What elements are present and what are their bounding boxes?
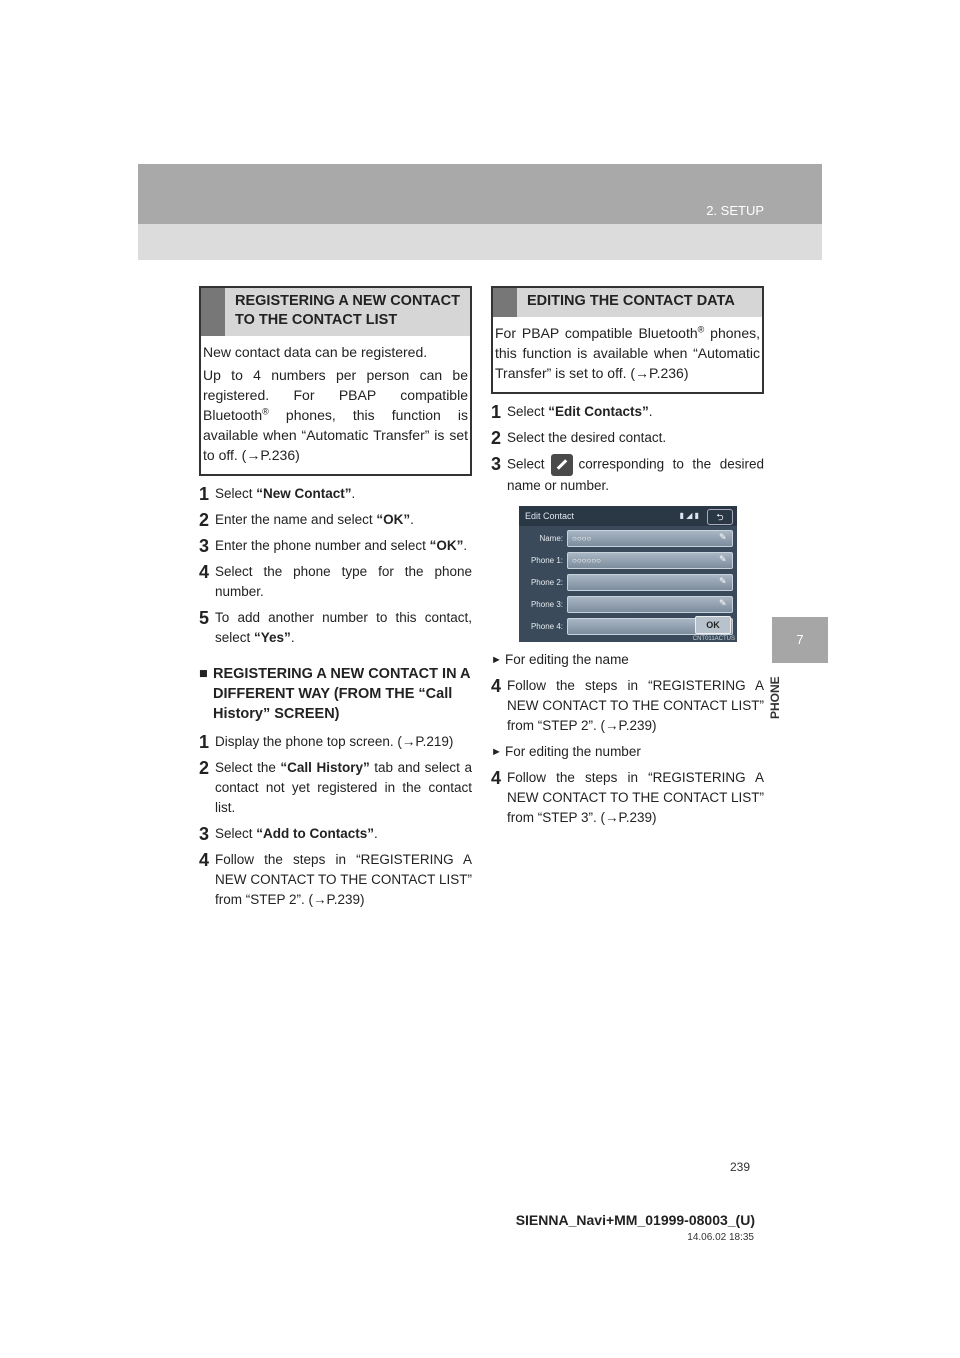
chapter-label: PHONE [768, 676, 782, 720]
ui-label: “OK” [429, 538, 464, 553]
screen-row[interactable] [519, 551, 733, 570]
step-number: 4 [491, 676, 502, 696]
step-item [491, 768, 764, 828]
arrow-note [491, 742, 764, 762]
step-item [199, 510, 472, 530]
row-label: Phone 3: [530, 600, 563, 609]
step-item [199, 562, 472, 602]
text-span: phones, this function is available when “Automatic Transfer” is set to off. (→P.236) [495, 325, 760, 381]
edit-contact-screenshot [519, 506, 737, 642]
text-span: Select the phone type for the phone number. [215, 564, 472, 599]
step-number: 4 [199, 562, 210, 582]
screen-row[interactable] [519, 573, 733, 592]
edit-pencil-icon[interactable]: ✎ [719, 598, 727, 608]
box-paragraph [203, 365, 468, 465]
edit-pencil-icon[interactable]: ✎ [719, 576, 727, 586]
ui-label: “Call History” [280, 760, 370, 775]
ok-button[interactable]: OK [695, 616, 731, 634]
row-field[interactable] [567, 596, 733, 613]
text-span: Select the [215, 760, 281, 775]
row-field[interactable] [567, 530, 733, 547]
step-number: 1 [199, 484, 210, 504]
row-label: Name: [539, 534, 563, 543]
info-box-edit [491, 286, 764, 394]
registered-mark: ® [697, 324, 705, 335]
image-code: CNT011ACTUS [692, 636, 735, 642]
step-text [215, 732, 472, 752]
row-value: ○○○○○○ [572, 556, 601, 565]
steps-list [199, 484, 472, 648]
step-item [199, 536, 472, 556]
step-text [215, 484, 472, 504]
step-text [215, 510, 472, 530]
ui-label: “Edit Contacts” [548, 404, 649, 419]
step-item [199, 608, 472, 648]
ui-label: “OK” [376, 512, 411, 527]
row-field[interactable] [567, 574, 733, 591]
right-column [491, 286, 764, 834]
square-bullet-icon: ■ [199, 666, 208, 682]
ui-label: “New Contact” [256, 486, 352, 501]
step-number: 2 [199, 758, 210, 778]
registered-mark: ® [262, 406, 269, 417]
arrow-note [491, 650, 764, 670]
ui-label: “Add to Contacts” [256, 826, 375, 841]
step-text [215, 536, 472, 556]
footer-date: 14.06.02 18:35 [687, 1232, 754, 1243]
arrow-note-text: For editing the number [505, 744, 641, 759]
footer-doc-id: SIENNA_Navi+MM_01999-08003_(U) [515, 1212, 755, 1228]
step-text [215, 608, 472, 648]
steps-list-2 [199, 732, 472, 910]
screen-header [519, 506, 737, 526]
step-number: 2 [199, 510, 210, 530]
box-header-bar [201, 288, 225, 336]
step-number: 3 [199, 536, 210, 556]
step-item [199, 484, 472, 504]
arrow-note-text: For editing the name [505, 652, 629, 667]
triangle-bullet-icon: ► [491, 654, 502, 666]
header-subband [138, 224, 822, 260]
box-body [493, 317, 762, 392]
edit-pencil-icon[interactable]: ✎ [719, 554, 727, 564]
step-number: 1 [491, 402, 502, 422]
text-span: Up to 4 numbers per person can be registered. For PBAP compatible Bluetooth [203, 367, 468, 423]
step-item [199, 850, 472, 910]
back-button[interactable]: ⮌ [707, 509, 733, 525]
text-span: . [374, 826, 378, 841]
row-field[interactable] [567, 552, 733, 569]
box-header [493, 288, 762, 317]
step-number: 3 [199, 824, 210, 844]
box-title: EDITING THE CONTACT DATA [527, 293, 735, 309]
text-span: . [463, 538, 468, 553]
header-band [138, 164, 822, 224]
row-label: Phone 2: [530, 578, 563, 587]
subsection-heading [199, 664, 472, 724]
box-header-bar [493, 288, 517, 317]
edit-pencil-icon[interactable]: ✎ [719, 532, 727, 542]
step-number: 3 [491, 454, 502, 474]
step-text [215, 824, 472, 844]
text-span: . [351, 486, 356, 501]
step-number: 5 [199, 608, 210, 628]
step-text [215, 562, 472, 602]
step-text: Follow the steps in “REGISTERING A NEW CONTACT TO THE CONTACT LIST” from “STEP 2”. (→P.239) [507, 678, 764, 733]
box-body [201, 336, 470, 474]
section-title: 2. SETUP [706, 203, 764, 218]
screen-row[interactable] [519, 529, 733, 548]
page-number: 239 [730, 1160, 751, 1174]
step-number: 1 [199, 732, 210, 752]
text-span: Enter the phone number and select [215, 538, 430, 553]
text-span: Display the phone top screen. (→P.219) [215, 734, 454, 749]
text-span: Select [215, 826, 257, 841]
step-number: 4 [199, 850, 210, 870]
step-item [491, 428, 764, 448]
step-item [199, 758, 472, 818]
left-column [199, 286, 472, 916]
triangle-bullet-icon: ► [491, 746, 502, 758]
text-span: . [648, 404, 653, 419]
text-span: For PBAP compatible Bluetooth [495, 325, 698, 341]
step-item [491, 676, 764, 736]
box-paragraph: New contact data can be registered. [203, 344, 428, 360]
text-span: tab and select a contact not yet registered in the contact list. [215, 760, 472, 815]
step-text [507, 454, 764, 496]
screen-row[interactable] [519, 595, 733, 614]
text-span: Follow the steps in “REGISTERING A NEW CONTACT TO THE CONTACT LIST” from “STEP 2”. (→P.239) [215, 852, 472, 907]
step-item [199, 732, 472, 752]
row-value: ○○○○ [572, 534, 592, 543]
step-item [491, 454, 764, 496]
row-label: Phone 1: [530, 556, 563, 565]
screen-title: Edit Contact [525, 511, 575, 521]
text-span: Select [507, 456, 545, 472]
step-number: 4 [491, 768, 502, 788]
text-span: To add another number to this contact, select [215, 610, 472, 645]
text-span: Select [507, 404, 549, 419]
step-item [491, 402, 764, 422]
edit-steps [491, 402, 764, 496]
subsection-title: REGISTERING A NEW CONTACT IN A DIFFERENT WAY (FROM THE “Call History” SCREEN) [213, 666, 470, 722]
ui-label: “Yes” [254, 630, 291, 645]
text-span: . [410, 512, 414, 527]
text-span: . [290, 630, 295, 645]
text-span: corresponding to the desired name or number. [507, 456, 764, 493]
box-paragraph [495, 323, 760, 383]
pencil-icon [551, 454, 573, 476]
step-text [215, 758, 472, 818]
step-number: 2 [491, 428, 502, 448]
signal-status-icon: ▮ ◢ ▮ [679, 511, 699, 520]
step-text [507, 402, 764, 422]
step-text: Select the desired contact. [507, 430, 667, 445]
box-header [201, 288, 470, 336]
text-span: phones, this function is available when “Automatic Transfer” is set to off. (→P.236) [203, 407, 468, 463]
step-text: Follow the steps in “REGISTERING A NEW CONTACT TO THE CONTACT LIST” from “STEP 3”. (→P.239) [507, 770, 764, 825]
text-span: Enter the name and select [215, 512, 377, 527]
row-label: Phone 4: [530, 622, 563, 631]
step-item [199, 824, 472, 844]
box-title: REGISTERING A NEW CONTACT TO THE CONTACT LIST [235, 293, 461, 328]
step-text [215, 850, 472, 910]
chapter-tab: 7 [772, 617, 828, 663]
text-span: Select [215, 486, 257, 501]
info-box-register [199, 286, 472, 476]
